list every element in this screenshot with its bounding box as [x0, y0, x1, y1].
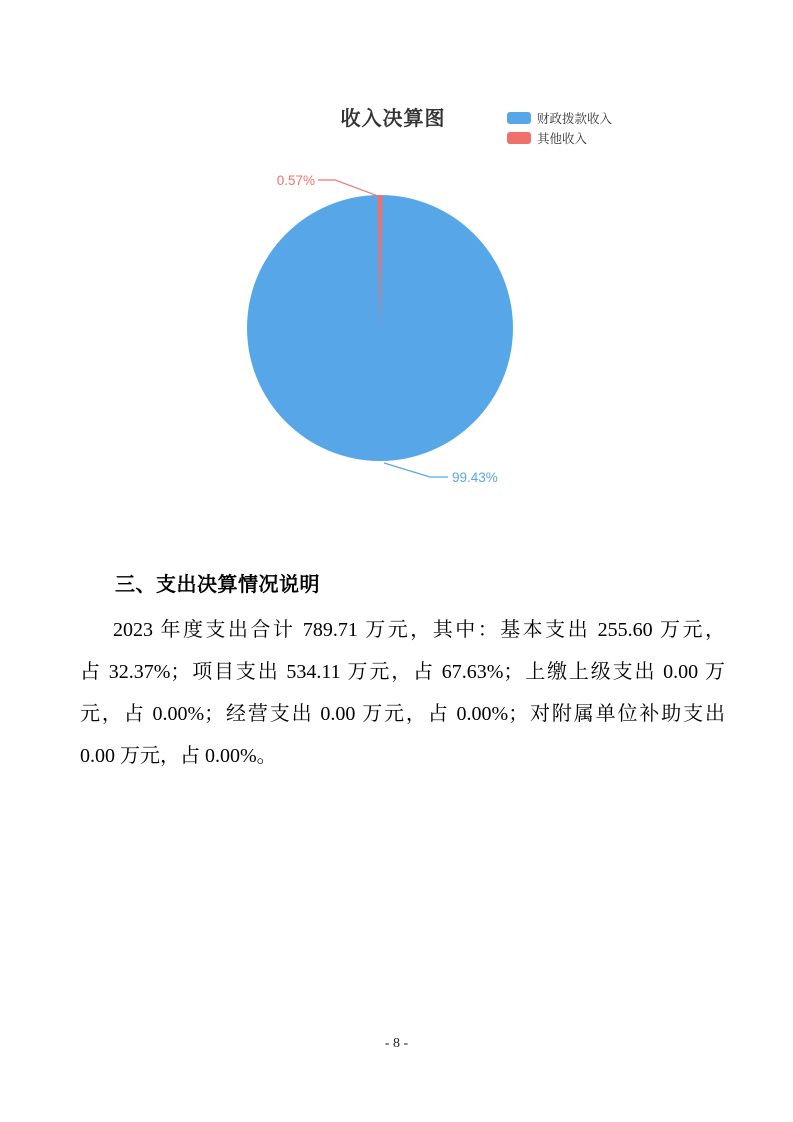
leader-line-other-income [318, 180, 378, 196]
section-heading-expenditure: 三、支出决算情况说明 [115, 574, 320, 596]
legend-item-other-income [507, 131, 612, 144]
legend-item-fiscal-income [507, 111, 612, 124]
pie-plot [230, 160, 560, 500]
leader-line-fiscal-income [384, 463, 448, 477]
legend-swatch-fiscal-icon [507, 112, 531, 124]
paragraph-line-3: 元，占 0.00%；经营支出 0.00 万元，占 0.00%；对附属单位补助支出 [80, 703, 725, 725]
expenditure-paragraph [80, 609, 725, 777]
paragraph-line-2: 占 32.37%；项目支出 534.11 万元，占 67.63%；上缴上级支出 0.00 万 [80, 661, 725, 683]
pie-label-other-pct: 0.57% [276, 173, 315, 188]
paragraph-line-4: 0.00 万元，占 0.00%。 [80, 745, 277, 767]
paragraph-line-1: 2023 年度支出合计 789.71 万元，其中：基本支出 255.60 万元， [113, 619, 725, 641]
legend-label-other-income: 其他收入 [537, 131, 588, 146]
chart-title: 收入决算图 [340, 108, 446, 130]
pie-label-fiscal-pct: 99.43% [452, 470, 498, 485]
legend-label-fiscal-income: 财政拨款收入 [537, 111, 613, 126]
chart-legend [507, 111, 612, 144]
legend-swatch-other-icon [507, 132, 531, 144]
page-number: - 8 - [384, 1036, 409, 1051]
